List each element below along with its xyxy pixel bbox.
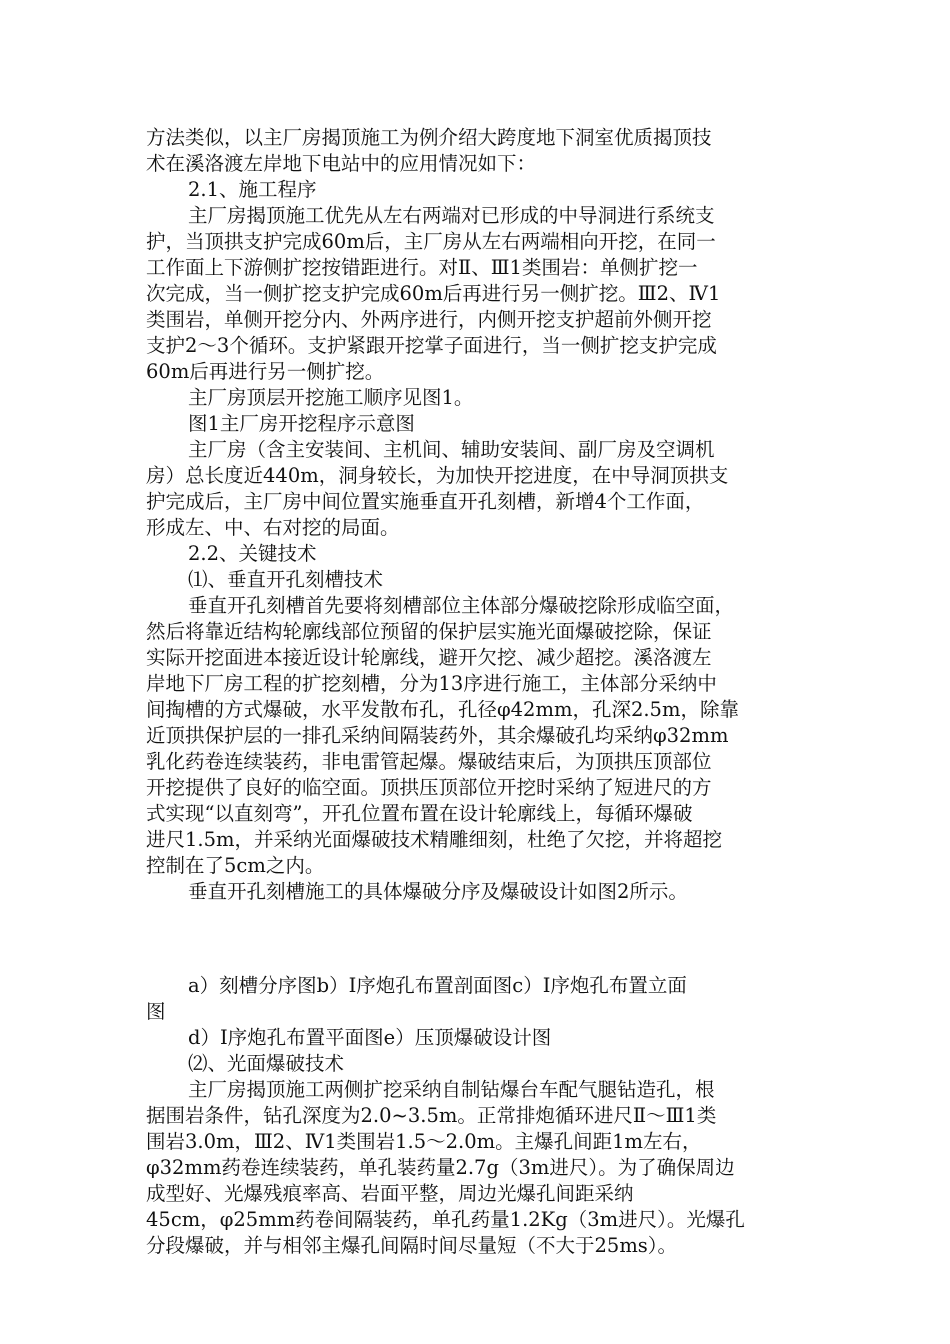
paragraph-line: 60m后再进行另一侧扩挖。 — [146, 360, 385, 383]
paragraph-line: 类围岩，单侧开挖分内、外两序进行，内侧开挖支护超前外侧开挖 — [146, 308, 712, 331]
figure-caption: a）刻槽分序图b）I序炮孔布置剖面图c）I序炮孔布置立面 — [188, 974, 687, 997]
paragraph-line: 式实现“以直刻弯”，开孔位置布置在设计轮廓线上，每循环爆破 — [146, 802, 693, 825]
paragraph-line: 围岩3.0m，Ⅲ2、Ⅳ1类围岩1.5～2.0m。主爆孔间距1m左右， — [146, 1130, 702, 1153]
paragraph-line: 支护2～3个循环。支护紧跟开挖掌子面进行，当一侧扩挖支护完成 — [146, 334, 717, 357]
paragraph-line: 主厂房揭顶施工优先从左右两端对已形成的中导洞进行系统支 — [188, 204, 715, 227]
paragraph-line: 开挖提供了良好的临空面。顶拱压顶部位开挖时采纳了短进尺的方 — [146, 776, 712, 799]
paragraph-line: 主厂房揭顶施工两侧扩挖采纳自制钻爆台车配气腿钻造孔，根 — [188, 1078, 715, 1101]
paragraph-line: 间掏槽的方式爆破，水平发散布孔，孔径φ42mm，孔深2.5m，除靠 — [146, 698, 739, 721]
paragraph-line: 护，当顶拱支护完成60m后，主厂房从左右两端相向开挖，在同一 — [146, 230, 716, 253]
figure-caption: 图 — [146, 1000, 166, 1023]
paragraph-line: 成型好、光爆残痕率高、岩面平整，周边光爆孔间距采纳 — [146, 1182, 634, 1205]
paragraph-line: 护完成后，主厂房中间位置实施垂直开孔刻槽，新增4个工作面， — [146, 490, 705, 513]
paragraph-line: 垂直开孔刻槽首先要将刻槽部位主体部分爆破挖除形成临空面， — [188, 594, 735, 617]
paragraph-line: φ32mm药卷连续装药，单孔装药量2.7g（3m进尺）。为了确保周边 — [146, 1156, 735, 1179]
paragraph-line: 术在溪洛渡左岸地下电站中的应用情况如下： — [146, 152, 537, 175]
paragraph-line: 据围岩条件，钻孔深度为2.0~3.5m。正常排炮循环进尺Ⅱ～Ⅲ1类 — [146, 1104, 717, 1127]
paragraph-line: 主厂房（含主安装间、主机间、辅助安装间、副厂房及空调机 — [188, 438, 715, 461]
paragraph-line: 工作面上下游侧扩挖按错距进行。对Ⅱ、Ⅲ1类围岩：单侧扩挖一 — [146, 256, 698, 279]
subsection-heading: ⑴、垂直开孔刻槽技术 — [188, 568, 384, 591]
section-heading: 2.2、关键技术 — [188, 542, 317, 565]
paragraph-line: 垂直开孔刻槽施工的具体爆破分序及爆破设计如图2所示。 — [188, 880, 688, 903]
figure-caption: d）I序炮孔布置平面图e）压顶爆破设计图 — [188, 1026, 552, 1049]
section-heading: 2.1、施工程序 — [188, 178, 317, 201]
paragraph-line: 分段爆破，并与相邻主爆孔间隔时间尽量短（不大于25ms）。 — [146, 1234, 678, 1257]
paragraph-line: 形成左、中、右对挖的局面。 — [146, 516, 400, 539]
paragraph-line: 乳化药卷连续装药，非电雷管起爆。爆破结束后，为顶拱压顶部位 — [146, 750, 712, 773]
paragraph-line: 房）总长度近440m，洞身较长，为加快开挖进度，在中导洞顶拱支 — [146, 464, 729, 487]
paragraph-line: 近顶拱保护层的一排孔采纳间隔装药外，其余爆破孔均采纳φ32mm — [146, 724, 729, 747]
paragraph-line: 45cm，φ25mm药卷间隔装药，单孔药量1.2Kg（3m进尺）。光爆孔 — [146, 1208, 745, 1231]
paragraph-line: 然后将靠近结构轮廓线部位预留的保护层实施光面爆破挖除，保证 — [146, 620, 712, 643]
paragraph-line: 实际开挖面进本接近设计轮廓线，避开欠挖、减少超挖。溪洛渡左 — [146, 646, 712, 669]
paragraph-line: 进尺1.5m，并采纳光面爆破技术精雕细刻，杜绝了欠挖，并将超挖 — [146, 828, 723, 851]
paragraph-line: 方法类似，以主厂房揭顶施工为例介绍大跨度地下洞室优质揭顶技 — [146, 126, 712, 149]
paragraph-line: 主厂房顶层开挖施工顺序见图1。 — [188, 386, 474, 409]
subsection-heading: ⑵、光面爆破技术 — [188, 1052, 345, 1075]
paragraph-line: 控制在了5cm之内。 — [146, 854, 325, 877]
figure-caption: 图1主厂房开挖程序示意图 — [188, 412, 415, 435]
paragraph-line: 岸地下厂房工程的扩挖刻槽，分为13序进行施工，主体部分采纳中 — [146, 672, 717, 695]
paragraph-line: 次完成，当一侧扩挖支护完成60m后再进行另一侧扩挖。Ⅲ2、Ⅳ1 — [146, 282, 721, 305]
